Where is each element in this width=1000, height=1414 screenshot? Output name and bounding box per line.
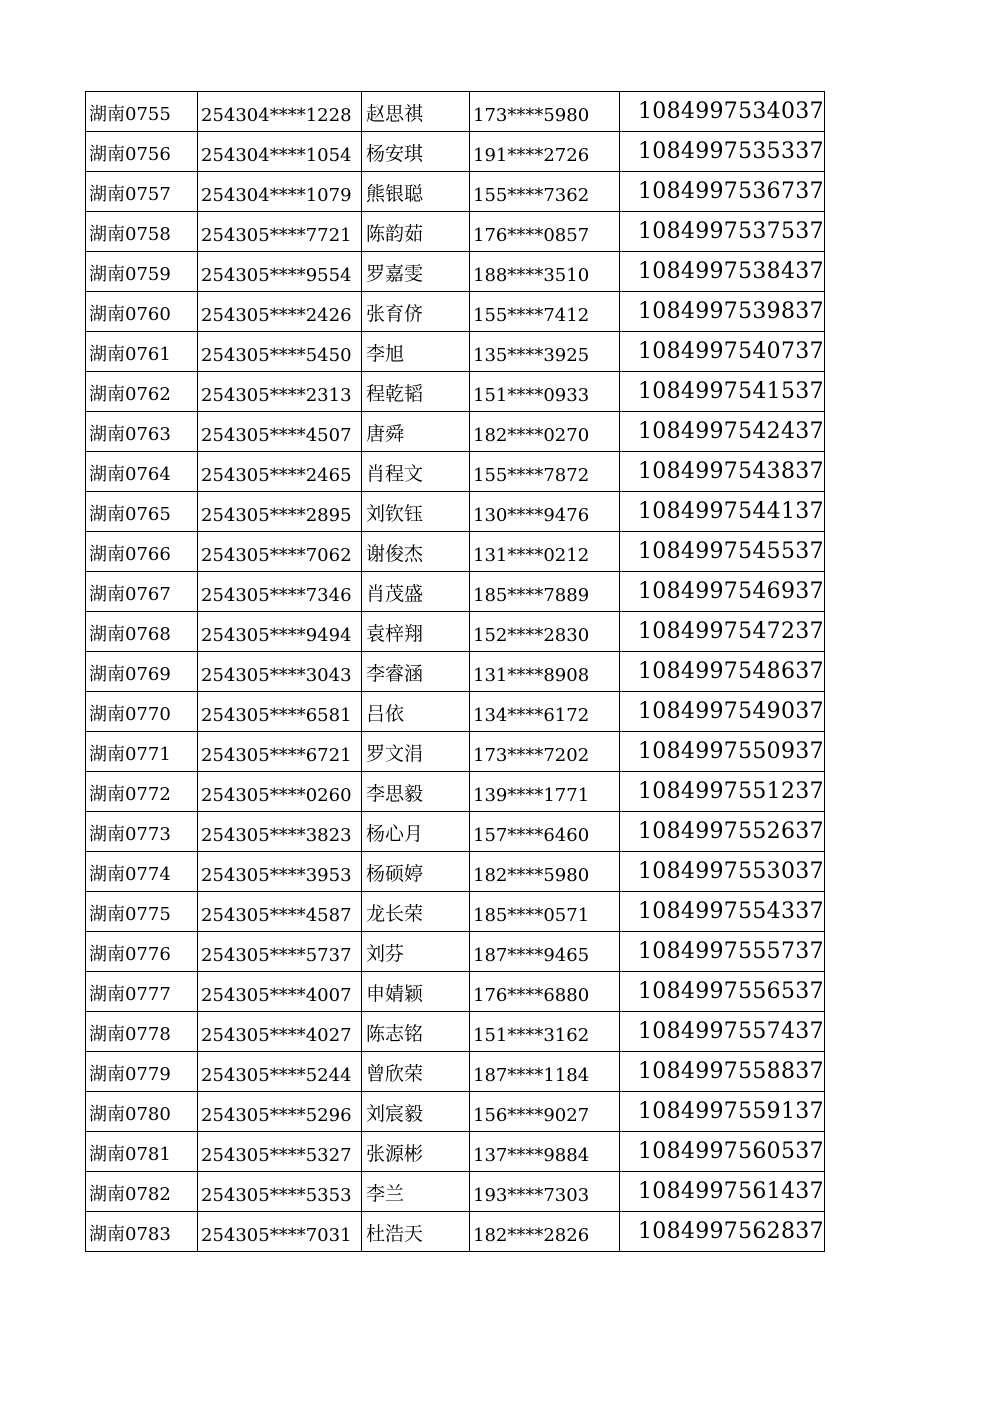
name-cell: 肖茂盛 bbox=[362, 572, 470, 612]
id-number-cell: 254305****4027 bbox=[198, 1012, 362, 1052]
phone-cell: 156****9027 bbox=[470, 1092, 620, 1132]
phone-cell: 151****0933 bbox=[470, 372, 620, 412]
serial-number-cell: 湖南0759 bbox=[86, 252, 198, 292]
name-cell: 曾欣荣 bbox=[362, 1052, 470, 1092]
tracking-number-cell: 1084997552637 bbox=[620, 812, 825, 852]
serial-number-cell: 湖南0757 bbox=[86, 172, 198, 212]
id-number-cell: 254305****7721 bbox=[198, 212, 362, 252]
serial-number-cell: 湖南0767 bbox=[86, 572, 198, 612]
serial-number-cell: 湖南0780 bbox=[86, 1092, 198, 1132]
table-row bbox=[86, 452, 825, 492]
serial-number-cell: 湖南0775 bbox=[86, 892, 198, 932]
tracking-number-cell: 1084997545537 bbox=[620, 532, 825, 572]
name-cell: 杜浩天 bbox=[362, 1212, 470, 1252]
id-number-cell: 254305****9554 bbox=[198, 252, 362, 292]
name-cell: 刘宸毅 bbox=[362, 1092, 470, 1132]
phone-cell: 135****3925 bbox=[470, 332, 620, 372]
id-number-cell: 254305****4007 bbox=[198, 972, 362, 1012]
tracking-number-cell: 1084997536737 bbox=[620, 172, 825, 212]
phone-cell: 137****9884 bbox=[470, 1132, 620, 1172]
id-number-cell: 254305****5327 bbox=[198, 1132, 362, 1172]
name-cell: 李思毅 bbox=[362, 772, 470, 812]
name-cell: 李兰 bbox=[362, 1172, 470, 1212]
serial-number-cell: 湖南0760 bbox=[86, 292, 198, 332]
roster-table bbox=[85, 91, 825, 1252]
table-row bbox=[86, 812, 825, 852]
phone-cell: 185****7889 bbox=[470, 572, 620, 612]
phone-cell: 173****7202 bbox=[470, 732, 620, 772]
serial-number-cell: 湖南0772 bbox=[86, 772, 198, 812]
phone-cell: 155****7412 bbox=[470, 292, 620, 332]
tracking-number-cell: 1084997538437 bbox=[620, 252, 825, 292]
tracking-number-cell: 1084997540737 bbox=[620, 332, 825, 372]
table-row bbox=[86, 212, 825, 252]
table-row bbox=[86, 292, 825, 332]
id-number-cell: 254305****4587 bbox=[198, 892, 362, 932]
table-row bbox=[86, 1172, 825, 1212]
id-number-cell: 254305****2426 bbox=[198, 292, 362, 332]
table-row bbox=[86, 1052, 825, 1092]
tracking-number-cell: 1084997555737 bbox=[620, 932, 825, 972]
name-cell: 李睿涵 bbox=[362, 652, 470, 692]
table-row bbox=[86, 972, 825, 1012]
table-row bbox=[86, 252, 825, 292]
serial-number-cell: 湖南0764 bbox=[86, 452, 198, 492]
table-row bbox=[86, 412, 825, 452]
name-cell: 杨安琪 bbox=[362, 132, 470, 172]
phone-cell: 152****2830 bbox=[470, 612, 620, 652]
phone-cell: 151****3162 bbox=[470, 1012, 620, 1052]
serial-number-cell: 湖南0770 bbox=[86, 692, 198, 732]
table-row bbox=[86, 932, 825, 972]
phone-cell: 176****0857 bbox=[470, 212, 620, 252]
id-number-cell: 254305****5450 bbox=[198, 332, 362, 372]
serial-number-cell: 湖南0768 bbox=[86, 612, 198, 652]
id-number-cell: 254305****5737 bbox=[198, 932, 362, 972]
id-number-cell: 254305****5296 bbox=[198, 1092, 362, 1132]
serial-number-cell: 湖南0763 bbox=[86, 412, 198, 452]
tracking-number-cell: 1084997550937 bbox=[620, 732, 825, 772]
table-row bbox=[86, 652, 825, 692]
tracking-number-cell: 1084997534037 bbox=[620, 92, 825, 132]
table-row bbox=[86, 1212, 825, 1252]
name-cell: 吕依 bbox=[362, 692, 470, 732]
id-number-cell: 254305****3043 bbox=[198, 652, 362, 692]
tracking-number-cell: 1084997543837 bbox=[620, 452, 825, 492]
phone-cell: 182****2826 bbox=[470, 1212, 620, 1252]
id-number-cell: 254304****1228 bbox=[198, 92, 362, 132]
phone-cell: 173****5980 bbox=[470, 92, 620, 132]
phone-cell: 187****9465 bbox=[470, 932, 620, 972]
serial-number-cell: 湖南0782 bbox=[86, 1172, 198, 1212]
table-row bbox=[86, 852, 825, 892]
tracking-number-cell: 1084997539837 bbox=[620, 292, 825, 332]
serial-number-cell: 湖南0755 bbox=[86, 92, 198, 132]
phone-cell: 193****7303 bbox=[470, 1172, 620, 1212]
id-number-cell: 254305****3953 bbox=[198, 852, 362, 892]
id-number-cell: 254305****2465 bbox=[198, 452, 362, 492]
name-cell: 袁梓翔 bbox=[362, 612, 470, 652]
table-row bbox=[86, 692, 825, 732]
id-number-cell: 254305****7031 bbox=[198, 1212, 362, 1252]
id-number-cell: 254304****1079 bbox=[198, 172, 362, 212]
serial-number-cell: 湖南0771 bbox=[86, 732, 198, 772]
name-cell: 陈志铭 bbox=[362, 1012, 470, 1052]
tracking-number-cell: 1084997559137 bbox=[620, 1092, 825, 1132]
serial-number-cell: 湖南0776 bbox=[86, 932, 198, 972]
phone-cell: 187****1184 bbox=[470, 1052, 620, 1092]
id-number-cell: 254305****7062 bbox=[198, 532, 362, 572]
serial-number-cell: 湖南0783 bbox=[86, 1212, 198, 1252]
name-cell: 唐舜 bbox=[362, 412, 470, 452]
serial-number-cell: 湖南0769 bbox=[86, 652, 198, 692]
name-cell: 龙长荣 bbox=[362, 892, 470, 932]
tracking-number-cell: 1084997556537 bbox=[620, 972, 825, 1012]
name-cell: 罗嘉雯 bbox=[362, 252, 470, 292]
tracking-number-cell: 1084997547237 bbox=[620, 612, 825, 652]
tracking-number-cell: 1084997554337 bbox=[620, 892, 825, 932]
tracking-number-cell: 1084997535337 bbox=[620, 132, 825, 172]
phone-cell: 134****6172 bbox=[470, 692, 620, 732]
id-number-cell: 254305****6581 bbox=[198, 692, 362, 732]
tracking-number-cell: 1084997546937 bbox=[620, 572, 825, 612]
name-cell: 刘芬 bbox=[362, 932, 470, 972]
table-row bbox=[86, 1132, 825, 1172]
name-cell: 杨硕婷 bbox=[362, 852, 470, 892]
tracking-number-cell: 1084997544137 bbox=[620, 492, 825, 532]
phone-cell: 182****5980 bbox=[470, 852, 620, 892]
tracking-number-cell: 1084997551237 bbox=[620, 772, 825, 812]
id-number-cell: 254305****9494 bbox=[198, 612, 362, 652]
id-number-cell: 254305****5244 bbox=[198, 1052, 362, 1092]
table-row bbox=[86, 1092, 825, 1132]
phone-cell: 191****2726 bbox=[470, 132, 620, 172]
id-number-cell: 254305****0260 bbox=[198, 772, 362, 812]
phone-cell: 188****3510 bbox=[470, 252, 620, 292]
phone-cell: 131****8908 bbox=[470, 652, 620, 692]
id-number-cell: 254305****2313 bbox=[198, 372, 362, 412]
name-cell: 熊银聪 bbox=[362, 172, 470, 212]
serial-number-cell: 湖南0761 bbox=[86, 332, 198, 372]
table-row bbox=[86, 1012, 825, 1052]
table-row bbox=[86, 132, 825, 172]
roster-table-body bbox=[86, 92, 825, 1252]
serial-number-cell: 湖南0781 bbox=[86, 1132, 198, 1172]
id-number-cell: 254305****2895 bbox=[198, 492, 362, 532]
serial-number-cell: 湖南0762 bbox=[86, 372, 198, 412]
tracking-number-cell: 1084997558837 bbox=[620, 1052, 825, 1092]
tracking-number-cell: 1084997553037 bbox=[620, 852, 825, 892]
name-cell: 程乾韬 bbox=[362, 372, 470, 412]
table-row bbox=[86, 772, 825, 812]
tracking-number-cell: 1084997548637 bbox=[620, 652, 825, 692]
name-cell: 陈韵茹 bbox=[362, 212, 470, 252]
phone-cell: 182****0270 bbox=[470, 412, 620, 452]
tracking-number-cell: 1084997537537 bbox=[620, 212, 825, 252]
serial-number-cell: 湖南0779 bbox=[86, 1052, 198, 1092]
name-cell: 申婧颖 bbox=[362, 972, 470, 1012]
table-row bbox=[86, 532, 825, 572]
table-row bbox=[86, 492, 825, 532]
serial-number-cell: 湖南0774 bbox=[86, 852, 198, 892]
id-number-cell: 254305****7346 bbox=[198, 572, 362, 612]
name-cell: 肖程文 bbox=[362, 452, 470, 492]
tracking-number-cell: 1084997562837 bbox=[620, 1212, 825, 1252]
phone-cell: 155****7872 bbox=[470, 452, 620, 492]
name-cell: 李旭 bbox=[362, 332, 470, 372]
phone-cell: 139****1771 bbox=[470, 772, 620, 812]
id-number-cell: 254305****6721 bbox=[198, 732, 362, 772]
serial-number-cell: 湖南0766 bbox=[86, 532, 198, 572]
serial-number-cell: 湖南0758 bbox=[86, 212, 198, 252]
phone-cell: 157****6460 bbox=[470, 812, 620, 852]
name-cell: 谢俊杰 bbox=[362, 532, 470, 572]
table-row bbox=[86, 172, 825, 212]
name-cell: 张育侪 bbox=[362, 292, 470, 332]
serial-number-cell: 湖南0765 bbox=[86, 492, 198, 532]
serial-number-cell: 湖南0777 bbox=[86, 972, 198, 1012]
id-number-cell: 254304****1054 bbox=[198, 132, 362, 172]
table-row bbox=[86, 892, 825, 932]
name-cell: 赵思祺 bbox=[362, 92, 470, 132]
id-number-cell: 254305****5353 bbox=[198, 1172, 362, 1212]
tracking-number-cell: 1084997549037 bbox=[620, 692, 825, 732]
name-cell: 刘钦钰 bbox=[362, 492, 470, 532]
tracking-number-cell: 1084997560537 bbox=[620, 1132, 825, 1172]
table-row bbox=[86, 572, 825, 612]
phone-cell: 155****7362 bbox=[470, 172, 620, 212]
table-row bbox=[86, 612, 825, 652]
table-row bbox=[86, 732, 825, 772]
table-row bbox=[86, 92, 825, 132]
serial-number-cell: 湖南0756 bbox=[86, 132, 198, 172]
table-row bbox=[86, 332, 825, 372]
serial-number-cell: 湖南0778 bbox=[86, 1012, 198, 1052]
serial-number-cell: 湖南0773 bbox=[86, 812, 198, 852]
table-row bbox=[86, 372, 825, 412]
tracking-number-cell: 1084997561437 bbox=[620, 1172, 825, 1212]
phone-cell: 185****0571 bbox=[470, 892, 620, 932]
tracking-number-cell: 1084997541537 bbox=[620, 372, 825, 412]
id-number-cell: 254305****3823 bbox=[198, 812, 362, 852]
tracking-number-cell: 1084997557437 bbox=[620, 1012, 825, 1052]
phone-cell: 176****6880 bbox=[470, 972, 620, 1012]
name-cell: 张源彬 bbox=[362, 1132, 470, 1172]
name-cell: 杨心月 bbox=[362, 812, 470, 852]
phone-cell: 130****9476 bbox=[470, 492, 620, 532]
name-cell: 罗文涓 bbox=[362, 732, 470, 772]
phone-cell: 131****0212 bbox=[470, 532, 620, 572]
tracking-number-cell: 1084997542437 bbox=[620, 412, 825, 452]
id-number-cell: 254305****4507 bbox=[198, 412, 362, 452]
